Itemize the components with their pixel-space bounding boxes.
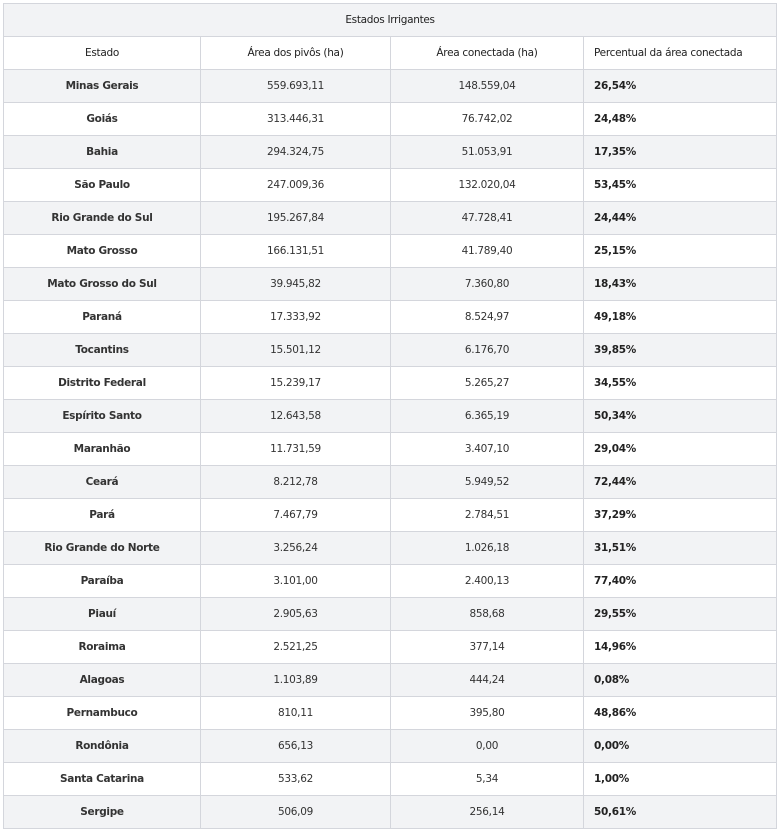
connected-percent-cell: 34,55% <box>584 367 777 400</box>
connected-percent-cell: 31,51% <box>584 532 777 565</box>
state-cell: Piauí <box>4 598 201 631</box>
table-row <box>4 532 777 565</box>
connected-area-cell: 5.265,27 <box>391 367 584 400</box>
connected-percent-cell: 77,40% <box>584 565 777 598</box>
connected-area-cell: 51.053,91 <box>391 136 584 169</box>
state-cell: Rondônia <box>4 730 201 763</box>
column-header-state: Estado <box>4 37 201 70</box>
connected-percent-cell: 29,55% <box>584 598 777 631</box>
table-row <box>4 499 777 532</box>
state-cell: Maranhão <box>4 433 201 466</box>
irrigating-states-table <box>3 3 777 829</box>
state-cell: Espírito Santo <box>4 400 201 433</box>
connected-percent-cell: 1,00% <box>584 763 777 796</box>
pivot-area-cell: 3.101,00 <box>201 565 391 598</box>
connected-percent-cell: 24,48% <box>584 103 777 136</box>
connected-percent-cell: 37,29% <box>584 499 777 532</box>
connected-area-cell: 0,00 <box>391 730 584 763</box>
pivot-area-cell: 294.324,75 <box>201 136 391 169</box>
state-cell: Santa Catarina <box>4 763 201 796</box>
state-cell: Rio Grande do Sul <box>4 202 201 235</box>
pivot-area-cell: 15.239,17 <box>201 367 391 400</box>
table-row <box>4 268 777 301</box>
table-row <box>4 631 777 664</box>
state-cell: Tocantins <box>4 334 201 367</box>
pivot-area-cell: 15.501,12 <box>201 334 391 367</box>
state-cell: São Paulo <box>4 169 201 202</box>
connected-area-cell: 148.559,04 <box>391 70 584 103</box>
table-row <box>4 235 777 268</box>
state-cell: Mato Grosso <box>4 235 201 268</box>
connected-percent-cell: 0,00% <box>584 730 777 763</box>
state-cell: Pernambuco <box>4 697 201 730</box>
connected-area-cell: 5.949,52 <box>391 466 584 499</box>
connected-percent-cell: 50,34% <box>584 400 777 433</box>
table-row <box>4 301 777 334</box>
pivot-area-cell: 11.731,59 <box>201 433 391 466</box>
pivot-area-cell: 533,62 <box>201 763 391 796</box>
table-row <box>4 565 777 598</box>
table-row <box>4 169 777 202</box>
connected-percent-cell: 48,86% <box>584 697 777 730</box>
connected-percent-cell: 14,96% <box>584 631 777 664</box>
table-row <box>4 202 777 235</box>
pivot-area-cell: 656,13 <box>201 730 391 763</box>
state-cell: Roraima <box>4 631 201 664</box>
state-cell: Bahia <box>4 136 201 169</box>
state-cell: Pará <box>4 499 201 532</box>
state-cell: Minas Gerais <box>4 70 201 103</box>
pivot-area-cell: 313.446,31 <box>201 103 391 136</box>
connected-percent-cell: 0,08% <box>584 664 777 697</box>
pivot-area-cell: 810,11 <box>201 697 391 730</box>
connected-percent-cell: 50,61% <box>584 796 777 829</box>
table-row <box>4 697 777 730</box>
table-row <box>4 433 777 466</box>
connected-percent-cell: 24,44% <box>584 202 777 235</box>
connected-area-cell: 444,24 <box>391 664 584 697</box>
connected-area-cell: 2.784,51 <box>391 499 584 532</box>
connected-percent-cell: 39,85% <box>584 334 777 367</box>
connected-area-cell: 1.026,18 <box>391 532 584 565</box>
connected-percent-cell: 18,43% <box>584 268 777 301</box>
pivot-area-cell: 3.256,24 <box>201 532 391 565</box>
state-cell: Goiás <box>4 103 201 136</box>
pivot-area-cell: 195.267,84 <box>201 202 391 235</box>
state-cell: Paraíba <box>4 565 201 598</box>
connected-percent-cell: 17,35% <box>584 136 777 169</box>
pivot-area-cell: 1.103,89 <box>201 664 391 697</box>
connected-area-cell: 7.360,80 <box>391 268 584 301</box>
state-cell: Alagoas <box>4 664 201 697</box>
table-row <box>4 796 777 829</box>
state-cell: Ceará <box>4 466 201 499</box>
connected-percent-cell: 53,45% <box>584 169 777 202</box>
pivot-area-cell: 17.333,92 <box>201 301 391 334</box>
table-row <box>4 730 777 763</box>
connected-percent-cell: 72,44% <box>584 466 777 499</box>
connected-area-cell: 47.728,41 <box>391 202 584 235</box>
state-cell: Paraná <box>4 301 201 334</box>
pivot-area-cell: 8.212,78 <box>201 466 391 499</box>
connected-percent-cell: 29,04% <box>584 433 777 466</box>
connected-area-cell: 395,80 <box>391 697 584 730</box>
connected-area-cell: 5,34 <box>391 763 584 796</box>
connected-area-cell: 6.176,70 <box>391 334 584 367</box>
pivot-area-cell: 559.693,11 <box>201 70 391 103</box>
pivot-area-cell: 2.905,63 <box>201 598 391 631</box>
connected-area-cell: 858,68 <box>391 598 584 631</box>
column-header-pivot-area: Área dos pivôs (ha) <box>201 37 391 70</box>
connected-percent-cell: 25,15% <box>584 235 777 268</box>
connected-area-cell: 8.524,97 <box>391 301 584 334</box>
column-header-connected-percent: Percentual da área conectada <box>584 37 777 70</box>
pivot-area-cell: 39.945,82 <box>201 268 391 301</box>
connected-area-cell: 256,14 <box>391 796 584 829</box>
connected-area-cell: 3.407,10 <box>391 433 584 466</box>
connected-area-cell: 76.742,02 <box>391 103 584 136</box>
table-row <box>4 334 777 367</box>
pivot-area-cell: 166.131,51 <box>201 235 391 268</box>
connected-area-cell: 2.400,13 <box>391 565 584 598</box>
state-cell: Distrito Federal <box>4 367 201 400</box>
connected-area-cell: 6.365,19 <box>391 400 584 433</box>
state-cell: Mato Grosso do Sul <box>4 268 201 301</box>
table-row <box>4 763 777 796</box>
pivot-area-cell: 247.009,36 <box>201 169 391 202</box>
table-row <box>4 466 777 499</box>
pivot-area-cell: 7.467,79 <box>201 499 391 532</box>
table-row <box>4 70 777 103</box>
connected-area-cell: 41.789,40 <box>391 235 584 268</box>
table-row <box>4 664 777 697</box>
table-row <box>4 136 777 169</box>
state-cell: Rio Grande do Norte <box>4 532 201 565</box>
table-row <box>4 400 777 433</box>
connected-area-cell: 377,14 <box>391 631 584 664</box>
table-row <box>4 367 777 400</box>
table-row <box>4 103 777 136</box>
pivot-area-cell: 12.643,58 <box>201 400 391 433</box>
connected-percent-cell: 49,18% <box>584 301 777 334</box>
pivot-area-cell: 506,09 <box>201 796 391 829</box>
table-row <box>4 598 777 631</box>
table-title: Estados Irrigantes <box>4 4 777 37</box>
connected-percent-cell: 26,54% <box>584 70 777 103</box>
column-header-connected-area: Área conectada (ha) <box>391 37 584 70</box>
connected-area-cell: 132.020,04 <box>391 169 584 202</box>
state-cell: Sergipe <box>4 796 201 829</box>
pivot-area-cell: 2.521,25 <box>201 631 391 664</box>
